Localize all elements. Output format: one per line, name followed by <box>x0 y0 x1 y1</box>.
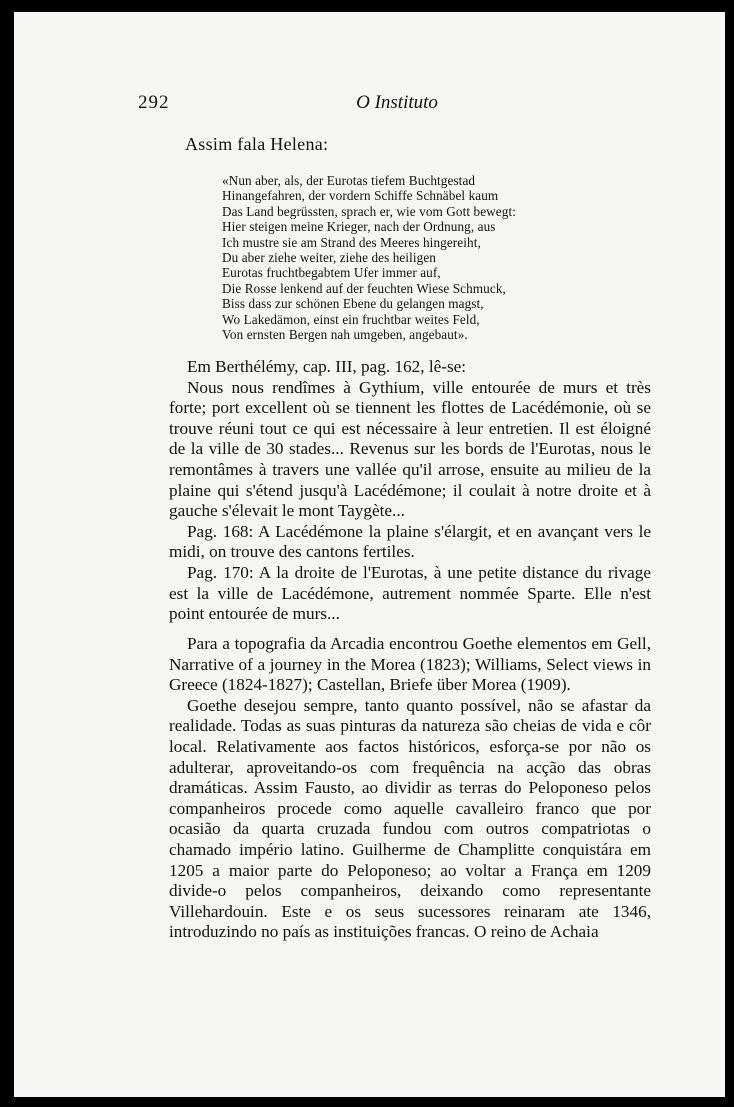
running-title: O Instituto <box>356 92 438 113</box>
verse-intro: Assim fala Helena: <box>185 134 329 154</box>
verse-line: «Nun aber, als, der Eurotas tiefem Buchtgestad <box>222 173 476 188</box>
commentary-section <box>169 634 651 943</box>
page-header <box>138 92 656 122</box>
book-page <box>14 12 725 1097</box>
french-paragraph: Pag. 170: A la droite de l'Eurotas, à une petite distance du rivage est la ville de Lacédémone, autrement nommée Sparte. Elle n'est point entourée de murs... <box>169 562 651 624</box>
berthelemy-citation <box>169 357 651 625</box>
verse-line: Das Land begrüssten, sprach er, wie vom Gott bewegt: <box>222 203 516 219</box>
verse-line: Hier steigen meine Krieger, nach der Ordnung, aus <box>222 219 496 235</box>
body-paragraph: Goethe desejou sempre, tanto quanto possível, não se afastar da realidade. Todas as suas pinturas da natureza são cheias de vida e côr local. Relativamente aos factos históricos, esforça-se por não os adulterar, aproveitando-os com frequência na acção das obras dramáticas. Assim Fausto, ao dividir as terras do Peloponeso pelos companheiros procede como aquelle cavalleiro franco que por ocasião da quarta cruzada fundou com outros compatriotas o chamado império latino. Guilherme de Champlitte conquistára em 1205 a maior parte do Peloponeso; ao voltar a França em 1209 divide-o pelos companheiros, deixando como representante Villehardouin. Este e os seus sucessores reinaram ate 1346, introduzindo no país as instituições francas. O reino de Achaia <box>169 695 651 942</box>
french-paragraph: Nous nous rendîmes à Gythium, ville entourée de murs et très forte; port excellent où se tiennent les flottes de Lacédémonie, où se trouve réuni tout ce qui est nécessaire à leur entretien. Il est éloigné de la ville de 30 stades... Revenus sur les bords de l'Eurotas, nous le remontâmes à travers une vallée qu'il arrose, ensuite au milieu de la plaine qui s'étend jusqu'à Lacédémone; il coulait à notre droite et à gauche s'élevait le mont Taygète... <box>169 377 651 521</box>
verse-line: Die Rosse lenkend auf der feuchten Wiese Schmuck, <box>222 280 506 296</box>
french-paragraph: Pag. 168: A Lacédémone la plaine s'élargit, et en avançant vers le midi, on trouve des cantons fertiles. <box>169 521 651 562</box>
verse-line: Du aber ziehe weiter, ziehe des heiligen <box>222 250 437 266</box>
citation-lead: Em Berthélémy, cap. III, pag. 162, lê-se: <box>187 357 467 376</box>
verse-line: Biss dass zur schönen Ebene du gelangen magst, <box>222 296 484 312</box>
verse-line: Von ernsten Bergen nah umgeben, angebaut». <box>222 327 468 343</box>
verse-line: Ich mustre sie am Strand des Meeres hingereiht, <box>222 234 481 250</box>
verse-line: Wo Lakedämon, einst ein fruchtbar weites Feld, <box>222 311 480 327</box>
body-paragraph: Para a topografia da Arcadia encontrou Goethe elementos em Gell, Narrative of a journey in the Morea (1823); Williams, Select views in Greece (1824-1827); Castellan, Briefe über Morea (1909). <box>169 634 651 695</box>
verse-quotation <box>222 173 516 342</box>
verse-line: Eurotas fruchtbegabtem Ufer immer auf, <box>222 265 441 281</box>
verse-line: Hinangefahren, der vordern Schiffe Schnäbel kaum <box>222 188 499 204</box>
page-number: 292 <box>138 92 170 113</box>
